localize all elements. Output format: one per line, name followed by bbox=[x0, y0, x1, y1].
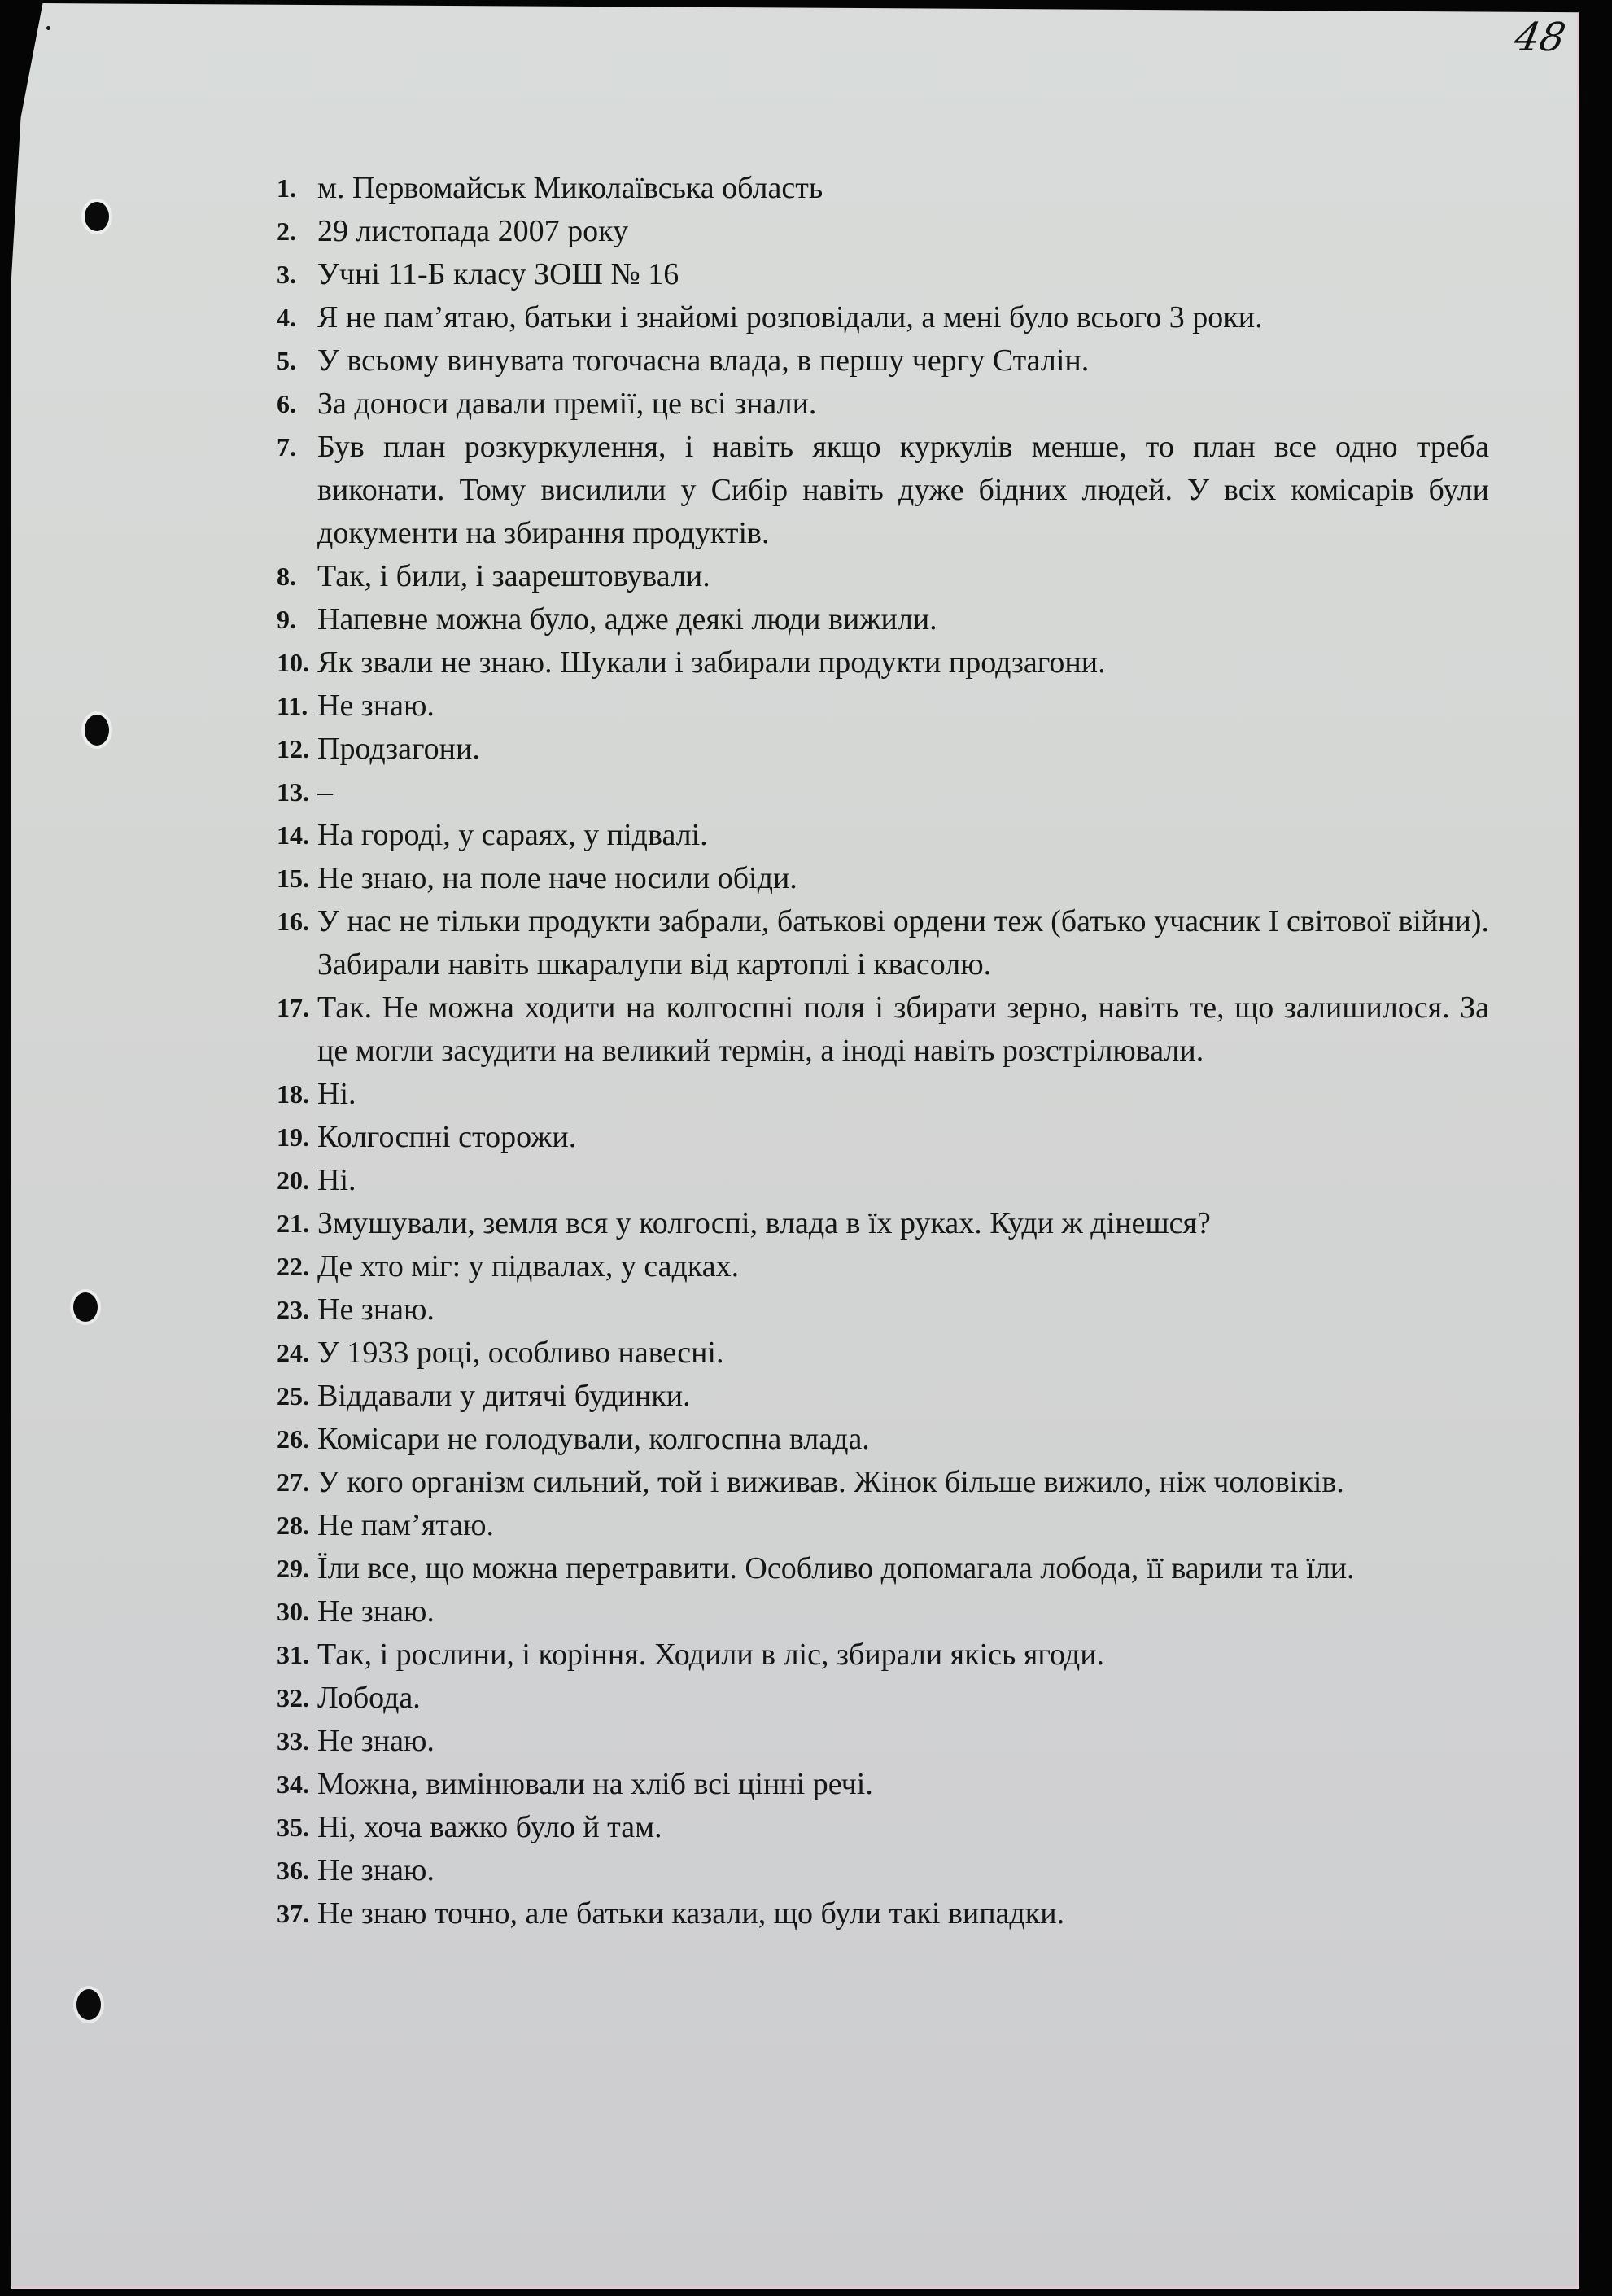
answer-text: Напевне можна було, адже деякі люди вижили. bbox=[317, 602, 937, 636]
answer-text: Не знаю точно, але батьки казали, що були такі випадки. bbox=[317, 1896, 1065, 1931]
punch-hole bbox=[76, 1989, 101, 2020]
answer-number: 8. bbox=[277, 562, 296, 591]
answer-number: 25. bbox=[277, 1381, 309, 1410]
answer-item bbox=[277, 1633, 1489, 1677]
answer-item bbox=[277, 1418, 1489, 1461]
answer-item bbox=[277, 1849, 1489, 1892]
answer-text: Як звали не знаю. Шукали і забирали продукти продзагони. bbox=[317, 645, 1106, 680]
answer-item bbox=[277, 771, 1489, 814]
answer-text: Комісари не голодували, колгоспна влада. bbox=[317, 1422, 870, 1456]
answer-item bbox=[277, 339, 1489, 383]
answer-number: 2. bbox=[277, 216, 296, 246]
answer-number: 37. bbox=[277, 1899, 309, 1928]
answer-number: 1. bbox=[277, 173, 296, 203]
answer-text: Так, і рослини, і коріння. Ходили в ліс, збирали якісь ягоди. bbox=[317, 1638, 1105, 1672]
answer-text: За доноси давали премії, це всі знали. bbox=[317, 387, 817, 421]
answer-item bbox=[277, 900, 1489, 986]
answer-text: Можна, вимінювали на хліб всі цінні речі. bbox=[317, 1767, 873, 1801]
answer-number: 19. bbox=[277, 1122, 309, 1152]
answer-text: На городі, у сараях, у підвалі. bbox=[317, 818, 708, 852]
answer-number: 24. bbox=[277, 1338, 309, 1367]
answer-number: 4. bbox=[277, 303, 296, 332]
answer-item bbox=[277, 1720, 1489, 1763]
answer-item bbox=[277, 1073, 1489, 1116]
answer-item bbox=[277, 1159, 1489, 1202]
answer-number: 11. bbox=[277, 691, 308, 720]
answer-item bbox=[277, 1116, 1489, 1159]
answer-item bbox=[277, 1763, 1489, 1806]
answer-text: Не знаю, на поле наче носили обіди. bbox=[317, 861, 797, 895]
answer-item bbox=[277, 1245, 1489, 1288]
answer-number: 6. bbox=[277, 389, 296, 418]
answer-number: 15. bbox=[277, 864, 309, 893]
answer-text: – bbox=[317, 775, 333, 809]
answer-item bbox=[277, 684, 1489, 728]
answer-number: 16. bbox=[277, 907, 309, 936]
answer-number: 32. bbox=[277, 1683, 309, 1712]
answer-number: 10. bbox=[277, 648, 309, 677]
answer-number: 12. bbox=[277, 734, 309, 763]
answer-item bbox=[277, 253, 1489, 296]
answer-number: 27. bbox=[277, 1467, 309, 1497]
answer-number: 31. bbox=[277, 1640, 309, 1669]
answer-text: 29 листопада 2007 року bbox=[317, 214, 629, 248]
answer-number: 5. bbox=[277, 346, 296, 375]
answer-number: 36. bbox=[277, 1856, 309, 1885]
answer-item bbox=[277, 210, 1489, 253]
answer-number: 34. bbox=[277, 1769, 309, 1799]
answer-item bbox=[277, 1892, 1489, 1935]
answer-item bbox=[277, 641, 1489, 684]
answer-item bbox=[277, 1504, 1489, 1547]
punch-hole bbox=[85, 715, 109, 746]
answer-text: Не знаю. bbox=[317, 1853, 435, 1887]
answer-text: Не знаю. bbox=[317, 689, 435, 723]
answer-item bbox=[277, 1806, 1489, 1849]
answer-item bbox=[277, 167, 1489, 210]
answer-text: Ні. bbox=[317, 1077, 356, 1111]
answer-text: Так, і били, і заарештовували. bbox=[317, 559, 710, 593]
answer-number: 29. bbox=[277, 1554, 309, 1583]
punch-hole bbox=[85, 202, 109, 231]
answer-number: 3. bbox=[277, 260, 296, 289]
answer-number: 14. bbox=[277, 820, 309, 850]
answer-number: 21. bbox=[277, 1209, 309, 1238]
answer-item bbox=[277, 383, 1489, 426]
punch-hole bbox=[73, 1292, 98, 1322]
paper-speck bbox=[46, 26, 50, 30]
answer-number: 33. bbox=[277, 1726, 309, 1756]
answer-text: Не знаю. bbox=[317, 1292, 435, 1327]
answer-text: У кого організм сильний, той і виживав. Жінок більше вижило, ніж чоловіків. bbox=[317, 1465, 1344, 1499]
answer-item bbox=[277, 1288, 1489, 1332]
answer-item bbox=[277, 986, 1489, 1073]
answer-text: У всьому винувата тогочасна влада, в першу чергу Сталін. bbox=[317, 343, 1090, 378]
answer-text: Був план розкуркулення, і навіть якщо куркулів менше, то план все одно треба виконати. Тому висилили у Сибір навіть дуже бідних людей. У всіх комісарів були документи на збирання продуктів. bbox=[317, 430, 1489, 550]
answer-item bbox=[277, 296, 1489, 339]
answer-text: Так. Не можна ходити на колгоспні поля і збирати зерно, навіть те, що залишилося. За це могли засудити на великий термін, а іноді навіть розстрілювали. bbox=[317, 991, 1489, 1068]
answer-text: Ні, хоча важко було й там. bbox=[317, 1810, 662, 1844]
answer-text: Учні 11-Б класу ЗОШ № 16 bbox=[317, 257, 679, 291]
handwritten-page-number: 48 bbox=[1511, 15, 1570, 60]
answer-text: Не пам’ятаю. bbox=[317, 1508, 495, 1542]
answer-text: Колгоспні сторожи. bbox=[317, 1120, 577, 1154]
answer-number: 17. bbox=[277, 993, 309, 1022]
answer-text: Не знаю. bbox=[317, 1724, 435, 1758]
answer-item bbox=[277, 1590, 1489, 1633]
answer-number: 7. bbox=[277, 432, 296, 461]
answer-item bbox=[277, 426, 1489, 555]
answer-text: Їли все, що можна перетравити. Особливо допомагала лобода, її варили та їли. bbox=[317, 1551, 1355, 1585]
answer-text: Ні. bbox=[317, 1163, 356, 1197]
answer-item bbox=[277, 1547, 1489, 1590]
answer-item bbox=[277, 857, 1489, 900]
answer-text: Я не пам’ятаю, батьки і знайомі розповідали, а мені було всього 3 роки. bbox=[317, 300, 1263, 335]
answer-text: Лобода. bbox=[317, 1681, 421, 1715]
answer-text: Де хто міг: у підвалах, у садках. bbox=[317, 1249, 740, 1284]
answer-text: Не знаю. bbox=[317, 1594, 435, 1629]
answer-item bbox=[277, 555, 1489, 598]
answer-text: Змушували, земля вся у колгоспі, влада в їх руках. Куди ж дінешся? bbox=[317, 1206, 1211, 1240]
answer-item bbox=[277, 598, 1489, 641]
answer-number: 18. bbox=[277, 1079, 309, 1109]
answer-number: 9. bbox=[277, 605, 296, 634]
answer-item bbox=[277, 728, 1489, 771]
answer-item bbox=[277, 1461, 1489, 1504]
answer-text: м. Первомайськ Миколаївська область bbox=[317, 171, 823, 205]
answer-number: 13. bbox=[277, 777, 309, 807]
answer-number: 22. bbox=[277, 1252, 309, 1281]
answer-text: Продзагони. bbox=[317, 732, 480, 766]
answer-list bbox=[277, 167, 1489, 1935]
answer-item bbox=[277, 1202, 1489, 1245]
answer-text: Віддавали у дитячі будинки. bbox=[317, 1379, 691, 1413]
answer-text: У 1933 році, особливо навесні. bbox=[317, 1336, 724, 1370]
answer-item bbox=[277, 814, 1489, 857]
answer-item bbox=[277, 1677, 1489, 1720]
answer-number: 30. bbox=[277, 1597, 309, 1626]
answer-number: 35. bbox=[277, 1813, 309, 1842]
answer-number: 26. bbox=[277, 1424, 309, 1454]
answer-item bbox=[277, 1375, 1489, 1418]
answer-number: 28. bbox=[277, 1511, 309, 1540]
answer-text: У нас не тільки продукти забрали, батькові ордени теж (батько учасник І світової війни). Забирали навіть шкаралупи від картоплі і квасолю. bbox=[317, 904, 1489, 982]
answer-number: 20. bbox=[277, 1165, 309, 1195]
answer-item bbox=[277, 1332, 1489, 1375]
answer-number: 23. bbox=[277, 1295, 309, 1324]
